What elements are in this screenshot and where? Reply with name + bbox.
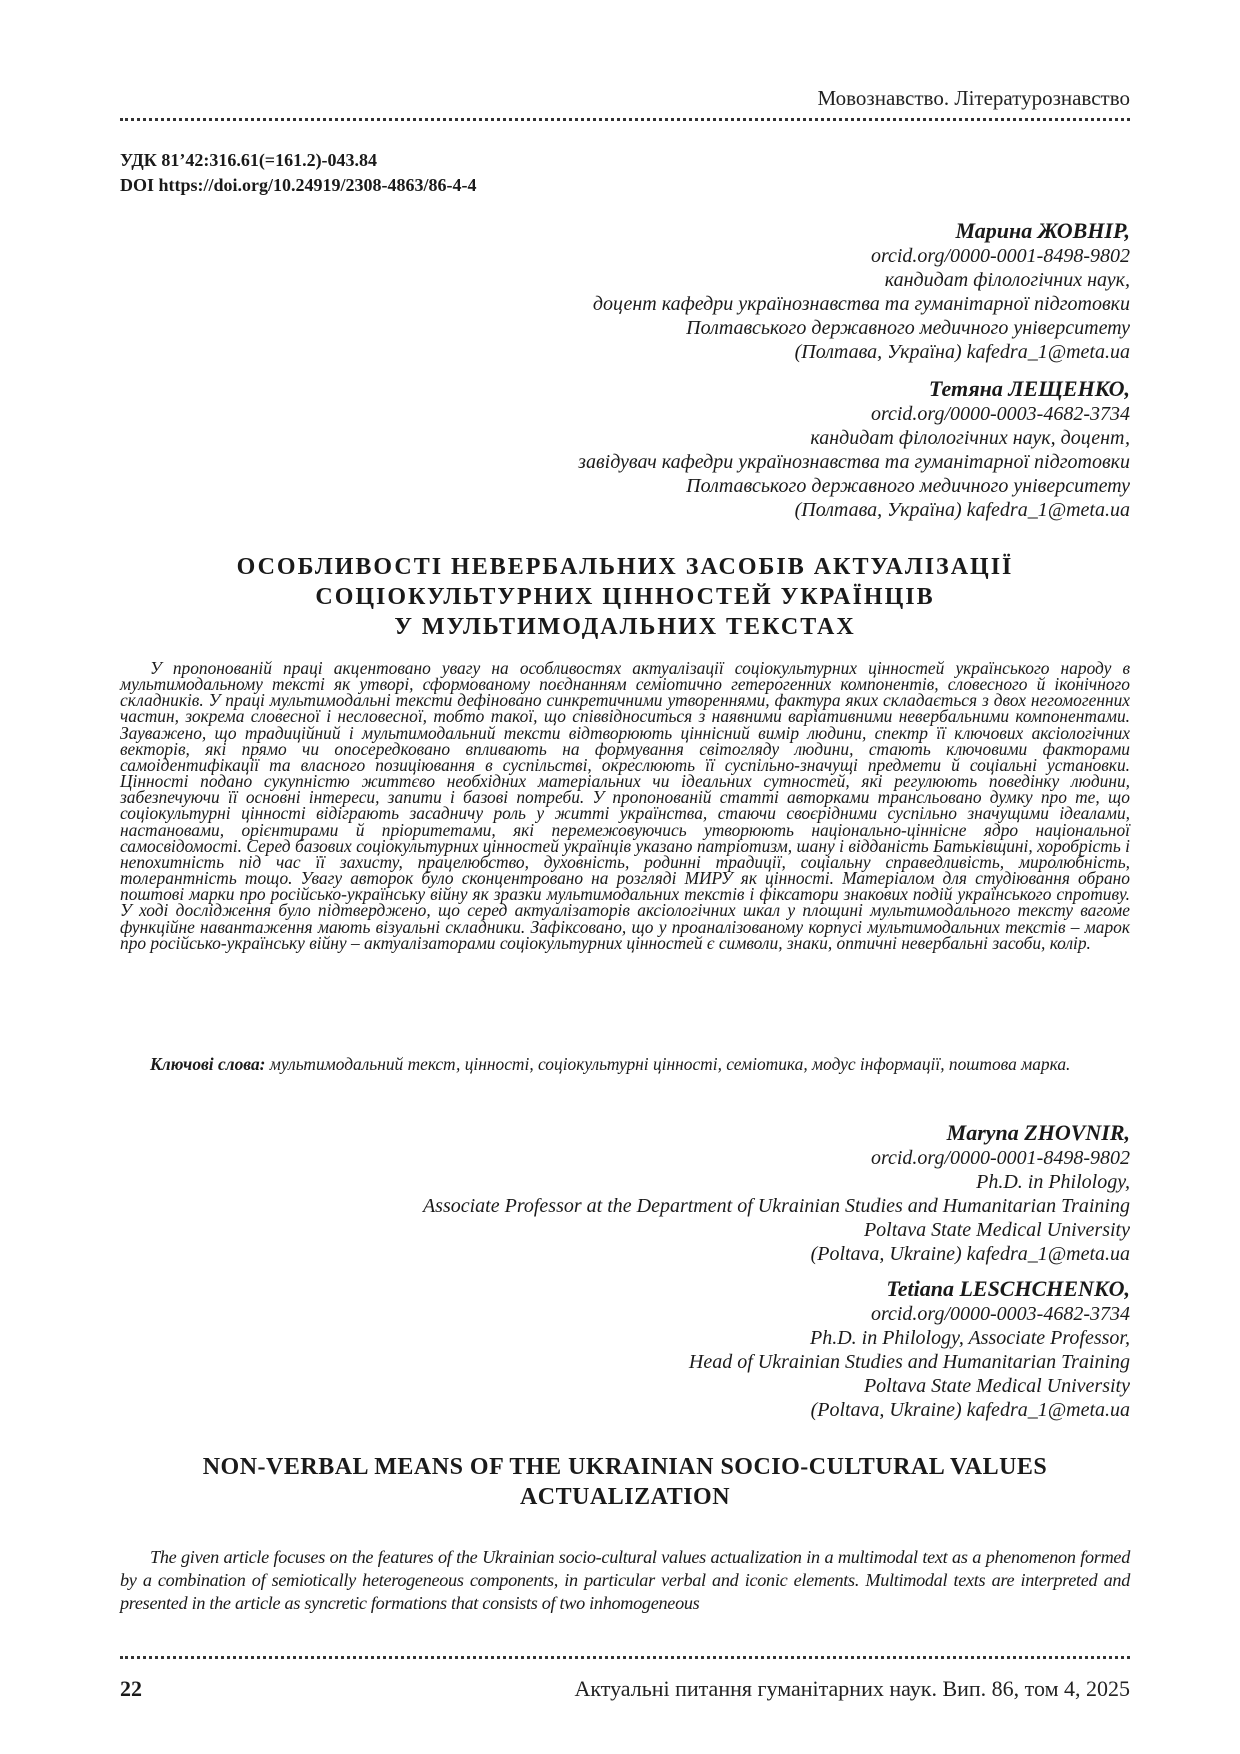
- author-location: (Poltava, Ukraine) kafedra_1@meta.ua: [810, 1399, 1130, 1421]
- article-title-en: [120, 1452, 1130, 1512]
- keywords-ua: [120, 1056, 1130, 1073]
- author-orcid[interactable]: orcid.org/0000-0001-8498-9802: [870, 1147, 1130, 1169]
- author-location: (Poltava, Ukraine) kafedra_1@meta.ua: [810, 1243, 1130, 1265]
- author-position: доцент кафедри українознавства та гуманітарної підготовки: [592, 293, 1130, 315]
- title-line: ОСОБЛИВОСТІ НЕВЕРБАЛЬНИХ ЗАСОБІВ АКТУАЛІЗАЦІЇ: [236, 554, 1014, 580]
- author-orcid[interactable]: orcid.org/0000-0003-4682-3734: [870, 403, 1130, 425]
- keywords-text: мультимодальний текст, цінності, соціокультурні цінності, семіотика, модус інформації, поштова марка.: [265, 1054, 1071, 1074]
- footer-divider: [120, 1656, 1130, 1659]
- author-institution: Poltava State Medical University: [863, 1375, 1130, 1397]
- paper-page: [120, 0, 1130, 1754]
- author-degree: кандидат філологічних наук, доцент,: [810, 427, 1130, 449]
- author-location: (Полтава, Україна) kafedra_1@meta.ua: [794, 499, 1130, 521]
- author-name: Maryna ZHOVNIR,: [946, 1120, 1130, 1145]
- udc-code: УДК 81’42:316.61(=161.2)-043.84: [120, 150, 378, 170]
- title-line: ACTUALIZATION: [519, 1484, 731, 1510]
- header-divider: [120, 118, 1130, 121]
- abstract-text: The given article focuses on the features of the Ukrainian socio-cultural values actualization in a multimodal text as a phenomenon formed by a combination of semiotically heterogeneous components, in particular verbal and iconic elements. Multimodal texts are interpreted and presented in the article as syncretic formations that consists of two inhomogeneous: [120, 1547, 1130, 1613]
- keywords-label: Ключові слова:: [150, 1054, 266, 1074]
- article-title-ua: [120, 552, 1130, 642]
- author-location: (Полтава, Україна) kafedra_1@meta.ua: [794, 341, 1130, 363]
- abstract-ua: [120, 660, 1130, 951]
- abstract-en: [120, 1546, 1130, 1615]
- author-en-2: [689, 1276, 1130, 1422]
- author-name: Tetiana LESCHCHENKO,: [886, 1276, 1130, 1301]
- doi-link[interactable]: DOI https://doi.org/10.24919/2308-4863/86-4-4: [120, 175, 477, 195]
- author-en-1: [423, 1120, 1130, 1266]
- title-line: СОЦІОКУЛЬТУРНИХ ЦІННОСТЕЙ УКРАЇНЦІВ: [315, 584, 935, 610]
- author-position: Head of Ukrainian Studies and Humanitarian Training: [688, 1351, 1130, 1373]
- author-ua-2: [578, 376, 1130, 522]
- author-ua-1: [593, 218, 1130, 364]
- running-footer: Актуальні питання гуманітарних наук. Вип. 86, том 4, 2025: [574, 1676, 1130, 1701]
- author-institution: Poltava State Medical University: [863, 1219, 1130, 1241]
- author-orcid[interactable]: orcid.org/0000-0001-8498-9802: [870, 245, 1130, 267]
- author-institution: Полтавського державного медичного університету: [686, 317, 1130, 339]
- author-name: Тетяна ЛЕЩЕНКО,: [928, 376, 1130, 401]
- title-line: NON-VERBAL MEANS OF THE UKRAINIAN SOCIO-CULTURAL VALUES: [202, 1454, 1048, 1480]
- author-position: завідувач кафедри українознавства та гуманітарної підготовки: [578, 451, 1130, 473]
- author-orcid[interactable]: orcid.org/0000-0003-4682-3734: [870, 1303, 1130, 1325]
- author-degree: Ph.D. in Philology,: [976, 1171, 1130, 1193]
- author-degree: кандидат філологічних наук,: [884, 269, 1130, 291]
- author-institution: Полтавського державного медичного університету: [686, 475, 1130, 497]
- abstract-text: У пропонованій праці акцентовано увагу на особливостях актуалізації соціокультурних цінностей українського народу в мультимодальному тексті як утворі, сформованому поєднанням семіотично гетерогенних компонентів, словесного й іконічного складників. У праці мультимодальні тексти дефіновано синкретичними утвореннями, фактура яких складається з двох негомогенних частин, зокрема словесної і несловесної, тобто такої, що співвідноситься з наявними варіативними невербальними компонентами. Зауважено, що традиційний і мультимодальний тексти відтворюють ціннісний вимір людини, спектр її ключових аксіологічних векторів, які прямо чи опосередковано впливають на формування світогляду людини, стають ключовими факторами самоідентифікації та власного позиціювання в суспільстві, окреслюють її суспільно-значущі предмети й соціальні установки. Цінності подано сукупністю життєво необхідних матеріальних чи ідеальних сутностей, які регулюють поведінку людини, забезпечуючи її основні інтереси, запити і базові потреби. У пропонованій статті авторками трансльовано думку про те, що соціокультурні цінності відіграють засадничу роль у житті українства, стаючи своєрідними суспільно значущими ідеалами, настановами, орієнтирами й пріоритетами, які перемежовуючись утворюють національно-ціннісне ядро національної самосвідомості. Серед базових соціокультурних цінностей українців указано патріотизм, шану і відданість Батьківщині, хоробрість і непохитність під час її захисту, працелюбство, духовність, родинні традиції, соціальну справедливість, миролюбність, толерантність тощо. Увагу авторок було сконцентровано на розгляді МИРУ як цінності. Матеріалом для студіювання обрано поштові марки про російсько-українську війну як зразки мультимодальних текстів і фіксатори знакових подій українського спротиву. У ході дослідження було підтверджено, що серед актуалізаторів аксіологічних шкал у площині мультимодального тексту вагоме функційне навантаження мають візуальні складники. Зафіксовано, що у проаналізованому корпусі мультимодальних текстів – марок про російсько-українську війну – актуалізаторами соціокультурних цінностей є символи, знаки, оптичні невербальні засоби, колір.: [120, 658, 1130, 953]
- page-number: 22: [120, 1676, 142, 1701]
- author-name: Марина ЖОВНІР,: [955, 218, 1130, 243]
- article-meta: [120, 148, 477, 198]
- running-header: Мовознавство. Літературознавство: [817, 86, 1130, 110]
- author-position: Associate Professor at the Department of Ukrainian Studies and Humanitarian Training: [422, 1195, 1130, 1217]
- title-line: У МУЛЬТИМОДАЛЬНИХ ТЕКСТАХ: [394, 614, 856, 640]
- author-degree: Ph.D. in Philology, Associate Professor,: [810, 1327, 1130, 1349]
